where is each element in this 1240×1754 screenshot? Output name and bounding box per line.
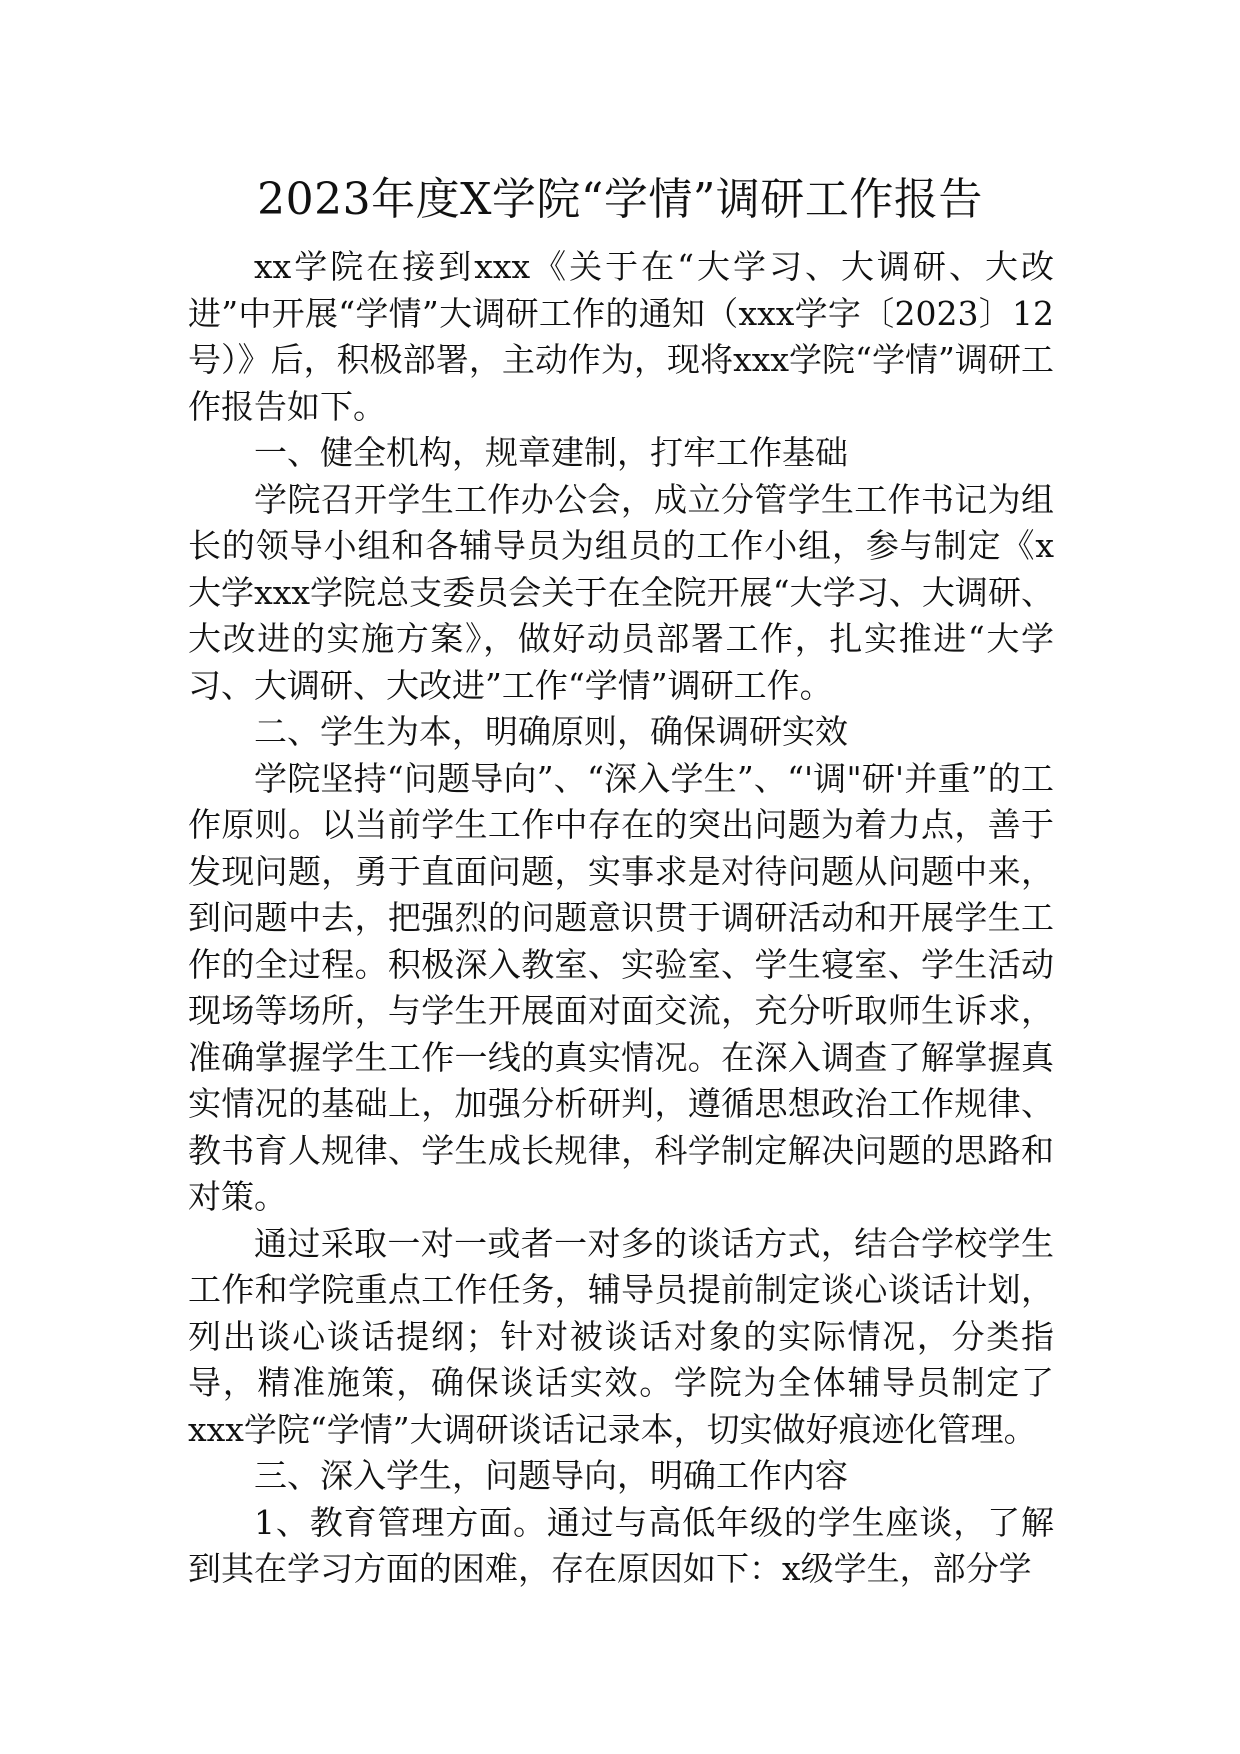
intro-paragraph: xx学院在接到xxx《关于在“大学习、大调研、大改进”中开展“学情”大调研工作的通知（xxx学字〔2023〕12号）》后，积极部署，主动作为，现将xxx学院“学情”调研工作报告如下。 bbox=[188, 247, 1054, 426]
section-heading-3: 三、深入学生，问题导向，明确工作内容 bbox=[254, 1456, 848, 1495]
section-heading-2: 二、学生为本，明确原则，确保调研实效 bbox=[254, 712, 848, 751]
section-2-paragraph-2: 通过采取一对一或者一对多的谈话方式，结合学校学生工作和学院重点工作任务，辅导员提前制定谈心谈话计划，列出谈心谈话提纲；针对被谈话对象的实际情况，分类指导，精准施策，确保谈话实效。学院为全体辅导员制定了xxx学院“学情”大调研谈话记录本，切实做好痕迹化管理。 bbox=[188, 1223, 1054, 1449]
document-body bbox=[188, 244, 1054, 1593]
section-3-paragraph-1: 1、教育管理方面。通过与高低年级的学生座谈，了解到其在学习方面的困难，存在原因如下：x级学生，部分学 bbox=[188, 1502, 1054, 1588]
section-1-paragraph: 学院召开学生工作办公会，成立分管学生工作书记为组长的领导小组和各辅导员为组员的工作小组，参与制定《x大学xxx学院总支委员会关于在全院开展“大学习、大调研、大改进的实施方案》，做好动员部署工作，扎实推进“大学习、大调研、大改进”工作“学情”调研工作。 bbox=[188, 479, 1054, 705]
document-title: 2023年度X学院“学情”调研工作报告 bbox=[257, 174, 983, 225]
section-2-paragraph-1: 学院坚持“问题导向”、“深入学生”、“'调"研'并重”的工作原则。以当前学生工作中存在的突出问题为着力点，善于发现问题，勇于直面问题，实事求是对待问题从问题中来，到问题中去，把强烈的问题意识贯于调研活动和开展学生工作的全过程。积极深入教室、实验室、学生寝室、学生活动现场等场所，与学生开展面对面交流，充分听取师生诉求，准确掌握学生工作一线的真实情况。在深入调查了解掌握真实情况的基础上，加强分析研判，遵循思想政治工作规律、教书育人规律、学生成长规律，科学制定解决问题的思路和对策。 bbox=[188, 758, 1054, 1216]
section-heading-1: 一、健全机构，规章建制，打牢工作基础 bbox=[254, 433, 848, 472]
